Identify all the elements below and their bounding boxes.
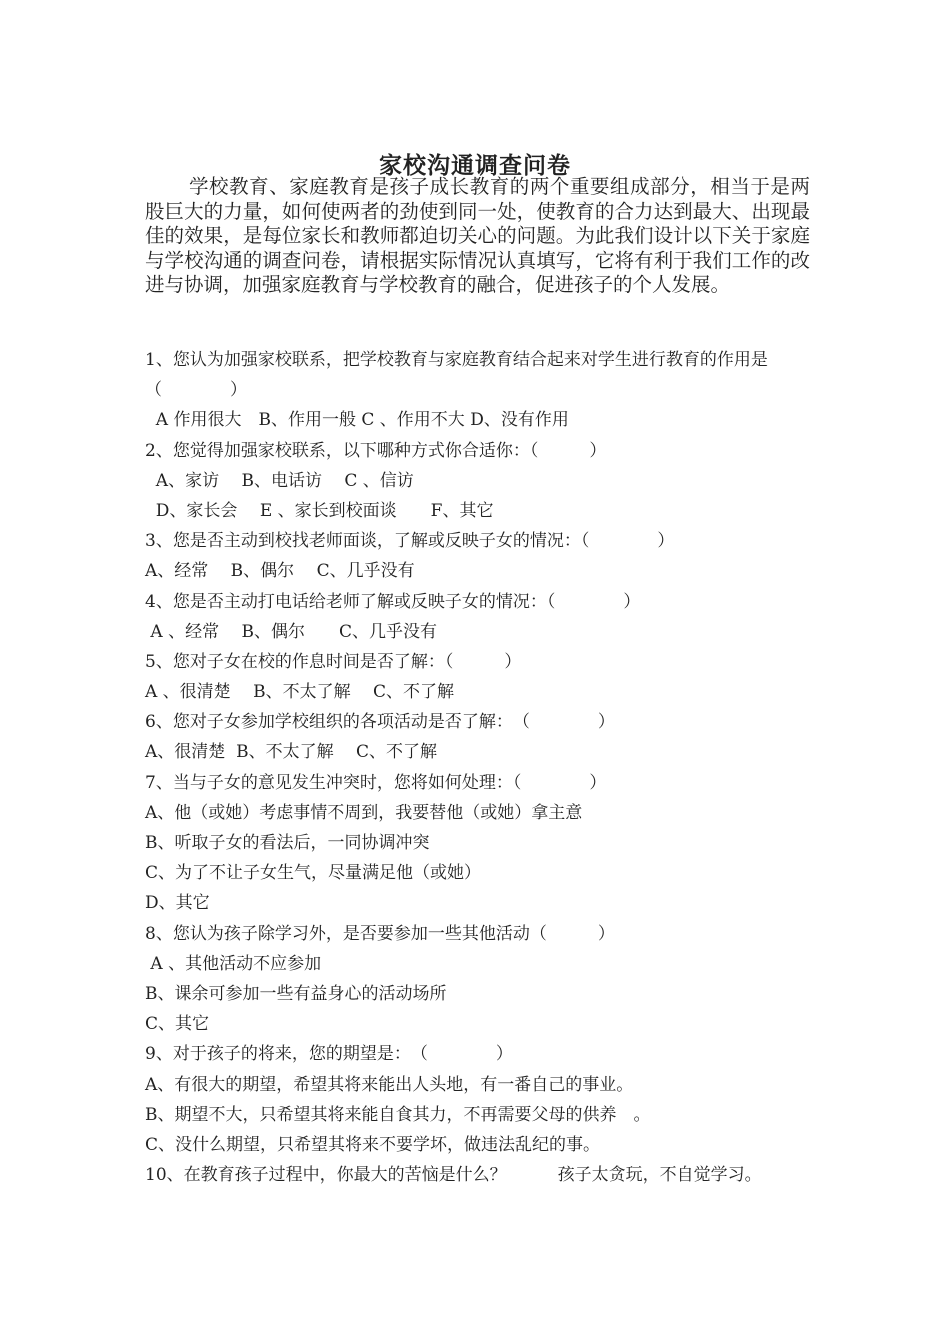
question-9-option-c: C、没什么期望，只希望其将来不要学坏，做违法乱纪的事。 [145, 1134, 601, 1155]
question-10: 10、在教育孩子过程中，你最大的苦恼是什么？ 孩子太贪玩，不自觉学习。 [145, 1165, 762, 1186]
question-6-options: A、很清楚 B、不太了解 C、不了解 [145, 742, 437, 763]
question-9-option-a: A、有很大的期望，希望其将来能出人头地，有一番自己的事业。 [145, 1074, 634, 1095]
question-2-options-row-1: A、家访 B、电话访 C 、信访 [145, 470, 414, 491]
question-3-options: A、经常 B、偶尔 C、几乎没有 [145, 561, 415, 582]
question-3: 3、您是否主动到校找老师面谈，了解或反映子女的情况：（ ） [145, 531, 675, 552]
question-7-option-b: B、听取子女的看法后，一同协调冲突 [145, 833, 430, 854]
question-8-option-c: C、其它 [145, 1014, 210, 1035]
question-7-option-d: D、其它 [145, 893, 210, 914]
question-1-options: A 作用很大 B、作用一般 C 、作用不大 D、没有作用 [145, 410, 569, 431]
question-7: 7、当与子女的意见发生冲突时，您将如何处理：（ ） [145, 772, 607, 793]
question-4-options: A 、经常 B、偶尔 C、几乎没有 [145, 621, 437, 642]
question-8: 8、您认为孩子除学习外，是否要参加一些其他活动（ ） [145, 923, 615, 944]
question-4: 4、您是否主动打电话给老师了解或反映子女的情况：（ ） [145, 591, 641, 612]
question-8-option-b: B、课余可参加一些有益身心的活动场所 [145, 983, 447, 1004]
question-5-options: A 、很清楚 B、不太了解 C、不了解 [145, 682, 454, 703]
question-9: 9、对于孩子的将来，您的期望是： （ ） [145, 1044, 513, 1065]
question-list [145, 345, 810, 1190]
question-1: 1、您认为加强家校联系，把学校教育与家庭教育结合起来对学生进行教育的作用是（ ） [145, 350, 768, 401]
intro-paragraph: 学校教育、家庭教育是孩子成长教育的两个重要组成部分，相当于是两股巨大的力量，如何使两者的劲使到同一处，使教育的合力达到最大、出现最佳的效果，是每位家长和教师都迫切关心的问题。为此我们设计以下关于家庭与学校沟通的调查问卷，请根据实际情况认真填写，它将有利于我们工作的改进与协调，加强家庭教育与学校教育的融合，促进孩子的个人发展。 [145, 175, 810, 296]
page-title: 家校沟通调查问卷 [379, 152, 571, 180]
question-2-options-row-2: D、家长会 E 、家长到校面谈 F、其它 [145, 500, 494, 521]
question-2: 2、您觉得加强家校联系，以下哪种方式你合适你：（ ） [145, 440, 607, 461]
question-9-option-b: B、期望不大，只希望其将来能自食其力，不再需要父母的供养 。 [145, 1104, 651, 1125]
question-7-option-a: A、他（或她）考虑事情不周到，我要替他（或她）拿主意 [145, 802, 583, 823]
question-6: 6、您对子女参加学校组织的各项活动是否了解： （ ） [145, 712, 615, 733]
question-5: 5、您对子女在校的作息时间是否了解：（ ） [145, 651, 522, 672]
question-7-option-c: C、为了不让子女生气，尽量满足他（或她） [145, 863, 482, 884]
question-8-option-a: A 、其他活动不应参加 [145, 953, 322, 974]
